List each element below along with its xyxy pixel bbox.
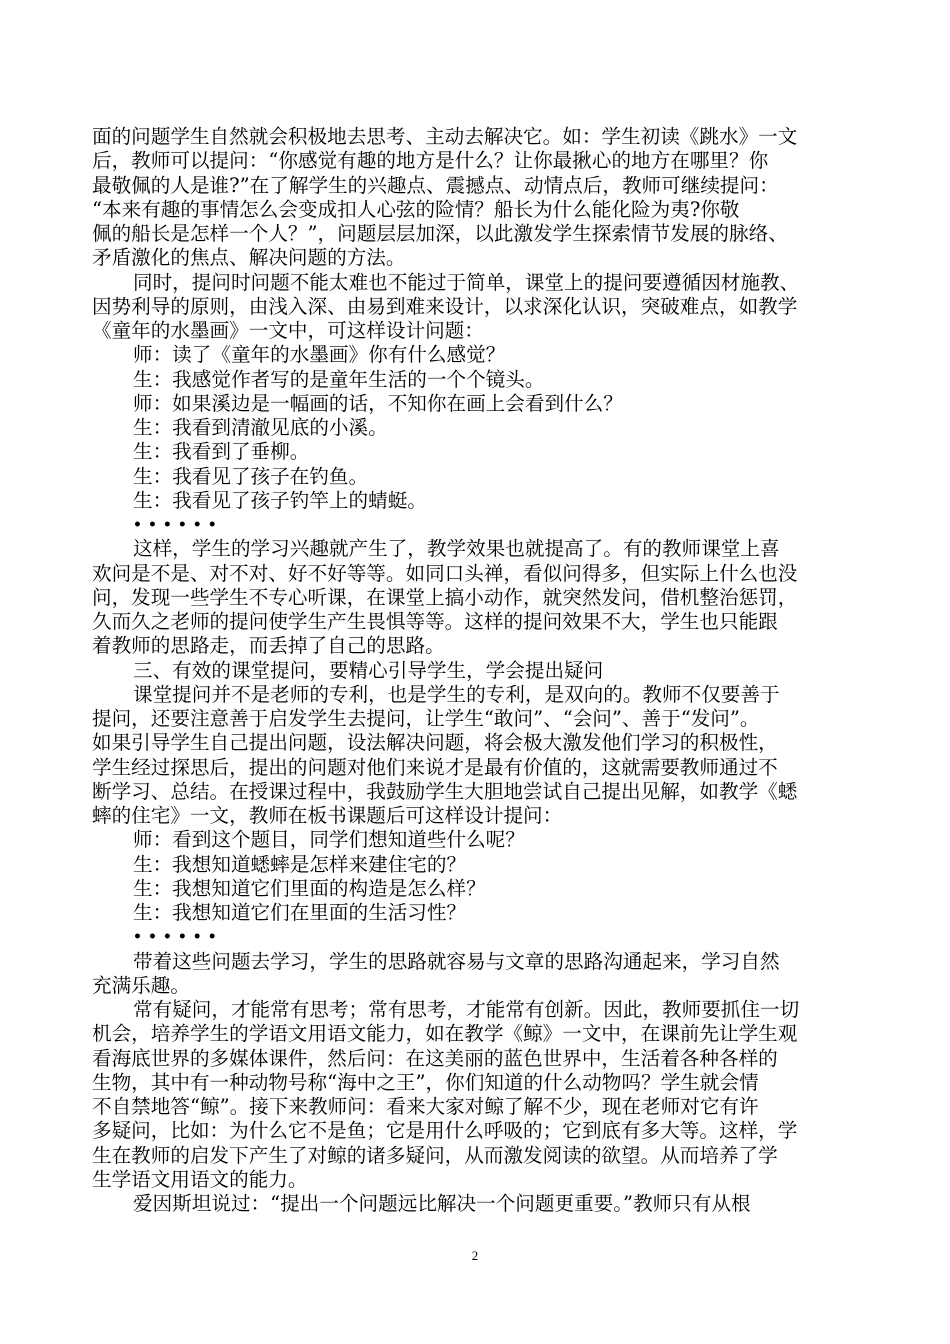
text-line: 看海底世界的多媒体课件，然后问：在这美丽的蓝色世界中，生活着各种各样的 — [92, 1046, 778, 1070]
text-line: 佩的船长是怎样一个人？”，问题层层加深，以此激发学生探索情节发展的脉络、 — [92, 222, 788, 245]
text-line: 学生经过探思后，提出的问题对他们来说才是最有价值的，这就需要教师通过不 — [92, 755, 778, 779]
text-line: 机会，培养学生的学语文用语文能力，如在教学《鲸》一文中，在课前先让学生观 — [92, 1022, 798, 1046]
text-line: 生：我看见了孩子在钓鱼。 — [133, 464, 369, 488]
ellipsis-dots: •••••• — [133, 929, 223, 946]
ellipsis-dots: •••••• — [133, 517, 223, 533]
text-line: 因势利导的原则，由浅入深、由易到难来设计，以求深化认识，突破难点，如教学 — [92, 294, 798, 318]
text-line: 师：读了《童年的水墨画》你有什么感觉？ — [133, 343, 506, 367]
text-line: 矛盾激化的焦点、解决问题的方法。 — [92, 246, 406, 270]
text-line: 同时，提问时问题不能太难也不能过于简单，课堂上的提问要遵循因材施教、 — [133, 270, 800, 294]
text-line: 欢问是不是、对不对、好不好等等。如同口头禅，看似问得多，但实际上什么也没 — [92, 561, 798, 585]
text-line: 师：如果溪边是一幅画的话，不知你在画上会看到什么？ — [133, 391, 623, 415]
text-line: 不自禁地答“鲸”。接下来教师问：看来大家对鲸了解不少，现在老师对它有许 — [92, 1095, 759, 1118]
text-line: 生学语文用语文的能力。 — [92, 1167, 308, 1191]
text-line: 问，发现一些学生不专心听课，在课堂上搞小动作，就突然发问，借机整治惩罚， — [92, 585, 798, 609]
text-line: 师：看到这个题目，同学们想知道些什么呢？ — [133, 828, 525, 852]
text-line: 久而久之老师的提问使学生产生畏惧等等。这样的提问效果不大，学生也只能跟 — [92, 610, 778, 633]
text-line: 这样，学生的学习兴趣就产生了，教学效果也就提高了。有的教师课堂上喜 — [133, 537, 780, 561]
text-line: 生：我看到了垂柳。 — [133, 440, 310, 464]
text-line: 生：我想知道它们在里面的生活习性？ — [133, 901, 467, 924]
text-line: 生：我想知道它们里面的构造是怎么样？ — [133, 876, 486, 900]
text-line: 多疑问，比如：为什么它不是鱼；它是用什么呼吸的；它到底有多大等。这样，学 — [92, 1119, 798, 1143]
text-line: 生：我看到清澈见底的小溪。 — [133, 416, 388, 439]
text-line: 带着这些问题去学习，学生的思路就容易与文章的思路沟通起来，学习自然 — [133, 949, 780, 973]
text-line: 《童年的水墨画》一文中，可这样设计问题： — [92, 319, 484, 342]
text-line: 充满乐趣。 — [92, 973, 190, 997]
text-line: 断学习、总结。在授课过程中，我鼓励学生大胆地尝试自己提出见解，如教学《蟋 — [92, 779, 798, 803]
text-line: 生：我想知道蟋蟀是怎样来建住宅的？ — [133, 852, 467, 876]
text-line: 爱因斯坦说过：“提出一个问题远比解决一个问题更重要。”教师只有从根 — [133, 1192, 751, 1215]
text-line: 蟀的住宅》一文，教师在板书课题后可这样设计提问： — [92, 804, 563, 827]
text-line: 生在教师的启发下产生了对鲸的诸多疑问，从而激发阅读的欲望。从而培养了学 — [92, 1143, 778, 1167]
text-line: 常有疑问，才能常有思考；常有思考，才能常有创新。因此，教师要抓住一切 — [133, 998, 800, 1021]
text-line: 着教师的思路走，而丢掉了自己的思路。 — [92, 634, 445, 658]
text-line: 生物，其中有一种动物号称“海中之王”，你们知道的什么动物吗？学生就会情 — [92, 1070, 759, 1094]
body-text — [92, 125, 868, 1216]
text-line: 生：我感觉作者写的是童年生活的一个个镜头。 — [133, 367, 545, 391]
text-line: “本来有趣的事情怎么会变成扣人心弦的险情？船长为什么能化险为夷?你敬 — [92, 197, 740, 221]
text-line: 面的问题学生自然就会积极地去思考、主动去解决它。如：学生初读《跳水》一文 — [92, 125, 798, 148]
text-line: 后，教师可以提问：“你感觉有趣的地方是什么？让你最揪心的地方在哪里？你 — [92, 149, 769, 173]
text-line: 课堂提问并不是老师的专利，也是学生的专利，是双向的。教师不仅要善于 — [133, 682, 780, 706]
text-line: 最敬佩的人是谁?”在了解学生的兴趣点、震撼点、动情点后，教师可继续提问： — [92, 173, 779, 197]
text-line: 三、有效的课堂提问，要精心引导学生，学会提出疑问 — [133, 658, 604, 682]
text-line: 如果引导学生自己提出问题，设法解决问题，将会极大激发他们学习的积极性， — [92, 731, 778, 755]
text-line: 生：我看见了孩子钓竿上的蜻蜓。 — [133, 488, 427, 512]
text-line: 提问，还要注意善于启发学生去提问，让学生“敢问”、“会问”、善于“发问”。 — [92, 707, 760, 730]
page-number: 2 — [471, 1248, 479, 1263]
